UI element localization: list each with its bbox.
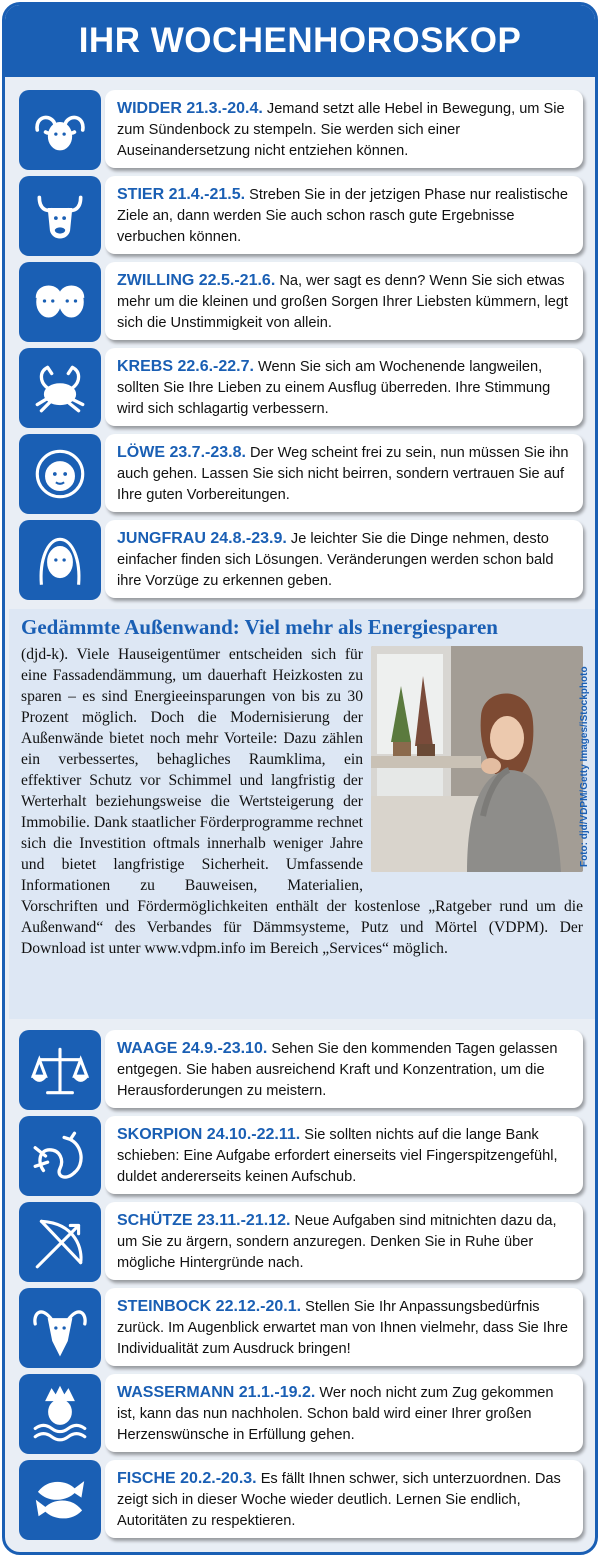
sign-card	[105, 90, 583, 168]
horoscope-panel	[2, 2, 598, 1555]
sign-text: Sie sollten nichts auf die lange Bank schieben: Eine Aufgabe erfordert einerseits viel Fingerspitzengefühl, duldet andererseits keinen Aufschub.	[117, 1127, 558, 1185]
sign-text: Jemand setzt alle Hebel in Bewegung, um Sie zum Sündenbock zu stempeln. Sie werden sich einer Auseinandersetzung nicht entziehen können.	[117, 101, 565, 159]
sign-taurus	[5, 173, 595, 259]
sign-name: KREBS 22.6.-22.7.	[117, 358, 254, 375]
libra-icon	[19, 1030, 101, 1110]
capricorn-icon	[19, 1288, 101, 1368]
sign-name: STIER 21.4.-21.5.	[117, 186, 246, 203]
sign-card	[105, 1288, 583, 1366]
sign-aries	[5, 87, 595, 173]
sign-text: Na, wer sagt es denn? Wenn Sie sich etwas mehr um die kleinen und großen Sorgen Ihrer Liebsten kümmern, legt sich die Unstimmigkeit von allein.	[117, 273, 569, 331]
sign-leo	[5, 431, 595, 517]
sign-name: JUNGFRAU 24.8.-23.9.	[117, 530, 287, 547]
woman-by-window-photo	[371, 646, 583, 872]
sign-aquarius	[5, 1371, 595, 1457]
sign-card	[105, 1460, 583, 1538]
sign-name: SKORPION 24.10.-22.11.	[117, 1126, 301, 1143]
sign-card	[105, 1030, 583, 1108]
sign-text: Stellen Sie Ihr Anpassungsbedürfnis zurück. Im Augenblick erwartet man von Ihnen vielmehr, dass Sie Ihre Individualität zum Ausdruck bringen!	[117, 1299, 569, 1357]
article-title: Gedämmte Außenwand: Viel mehr als Energiesparen	[21, 615, 498, 639]
sign-name: FISCHE 20.2.-20.3.	[117, 1470, 257, 1487]
sign-card	[105, 348, 583, 426]
sign-scorpio	[5, 1113, 595, 1199]
sign-name: WIDDER 21.3.-20.4.	[117, 100, 263, 117]
sign-pisces	[5, 1457, 595, 1543]
sign-text: Sehen Sie den kommenden Tagen gelassen entgegen. Sie haben ausreichend Kraft und Konzentration, um die Herausforderungen zu meistern.	[117, 1041, 558, 1099]
leo-icon	[19, 434, 101, 514]
sign-name: WASSERMANN 21.1.-19.2.	[117, 1384, 316, 1401]
horoscope-list-top	[5, 87, 595, 603]
sign-text: Wer noch nicht zum Zug gekommen ist, kann das nun nachholen. Schon bald wird einer Ihrer großen Herzenswünsche in Erfüllung gehen.	[117, 1385, 554, 1443]
sign-capricorn	[5, 1285, 595, 1371]
cancer-icon	[19, 348, 101, 428]
sign-card	[105, 1202, 583, 1280]
sign-text: Wenn Sie sich am Wochenende langweilen, sollten Sie Ihre Lieben zu einem Ausflug überreden. Ihre Stimmung wird sich schlagartig verbessern.	[117, 359, 551, 417]
aquarius-icon	[19, 1374, 101, 1454]
sign-sagittarius	[5, 1199, 595, 1285]
horoscope-list-bottom	[5, 1027, 595, 1543]
sign-cancer	[5, 345, 595, 431]
scorpio-icon	[19, 1116, 101, 1196]
virgo-icon	[19, 520, 101, 600]
sign-card	[105, 176, 583, 254]
sign-card	[105, 434, 583, 512]
sign-name: WAAGE 24.9.-23.10.	[117, 1040, 268, 1057]
sign-card	[105, 1374, 583, 1452]
page-title: IHR WOCHENHOROSKOP	[5, 5, 595, 77]
sign-name: ZWILLING 22.5.-21.6.	[117, 272, 276, 289]
sign-card	[105, 1116, 583, 1194]
sign-text: Je leichter Sie die Dinge nehmen, desto einfacher finden sich Lösungen. Veränderungen werden schon bald ihre Vorzüge zu erkennen geben.	[117, 531, 554, 589]
sign-text: Es fällt Ihnen schwer, sich unterzuordnen. Das zeigt sich in dieser Woche wieder deutlich. Lernen Sie endlich, Autoritäten zu respektieren.	[117, 1471, 561, 1529]
sign-name: SCHÜTZE 23.11.-21.12.	[117, 1212, 291, 1229]
sagittarius-icon	[19, 1202, 101, 1282]
sign-libra	[5, 1027, 595, 1113]
sign-text: Der Weg scheint frei zu sein, nun müssen Sie ihn auch gehen. Lassen Sie sich nicht beirren, sondern vertrauen Sie auf Ihre guten Vorbereitungen.	[117, 445, 569, 503]
pisces-icon	[19, 1460, 101, 1540]
sign-virgo	[5, 517, 595, 603]
sign-gemini	[5, 259, 595, 345]
sign-name: LÖWE 23.7.-23.8.	[117, 444, 246, 461]
sign-card	[105, 520, 583, 598]
article-body	[21, 644, 583, 959]
gemini-icon	[19, 262, 101, 342]
aries-icon	[19, 90, 101, 170]
photo-credit: Foto: djd/VDPM/Getty Images/iStockphoto	[579, 666, 590, 867]
taurus-icon	[19, 176, 101, 256]
sign-text: Neue Aufgaben sind mitnichten dazu da, um Sie zu ärgern, sondern anzuregen. Denken Sie in Ruhe über mögliche Hintergründe nach.	[117, 1213, 557, 1271]
sign-card	[105, 262, 583, 340]
advertorial-article	[9, 609, 595, 1019]
sign-text: Streben Sie in der jetzigen Phase nur realistische Ziele an, dann werden Sie auch schon rasch gute Ergebnisse verbuchen können.	[117, 187, 568, 245]
sign-name: STEINBOCK 22.12.-20.1.	[117, 1298, 302, 1315]
article-text: (djd-k). Viele Hauseigentümer entscheiden sich für eine Fassadendämmung, um dauerhaft Heizkosten zu sparen – es sind Energieeinsparungen von bis zu 30 Prozent möglich. Doch die Modernisierung der Außenwände bietet noch mehr Vorteile: Dazu zählen ein verbessertes, behagliches Raumklima, ein effektiver Schutz vor Schimmel und langfristig der Werterhalt beziehungsweise die Wertsteigerung der Immobilie. Dank staatlicher Förderprogramme rechnet sich die Investition oftmals innerhalb weniger Jahre und bietet langfristige Sicherheit. Umfassende Informationen zu Bauweisen, Materialien, Vorschriften und Fördermöglichkeiten enthält der kostenlose „Ratgeber rund um die Außenwand“ des Verbandes für Dämmsysteme, Putz und Mörtel (VDPM). Der Download ist unter www.vdpm.info im Bereich „Services“ möglich.	[21, 646, 583, 957]
